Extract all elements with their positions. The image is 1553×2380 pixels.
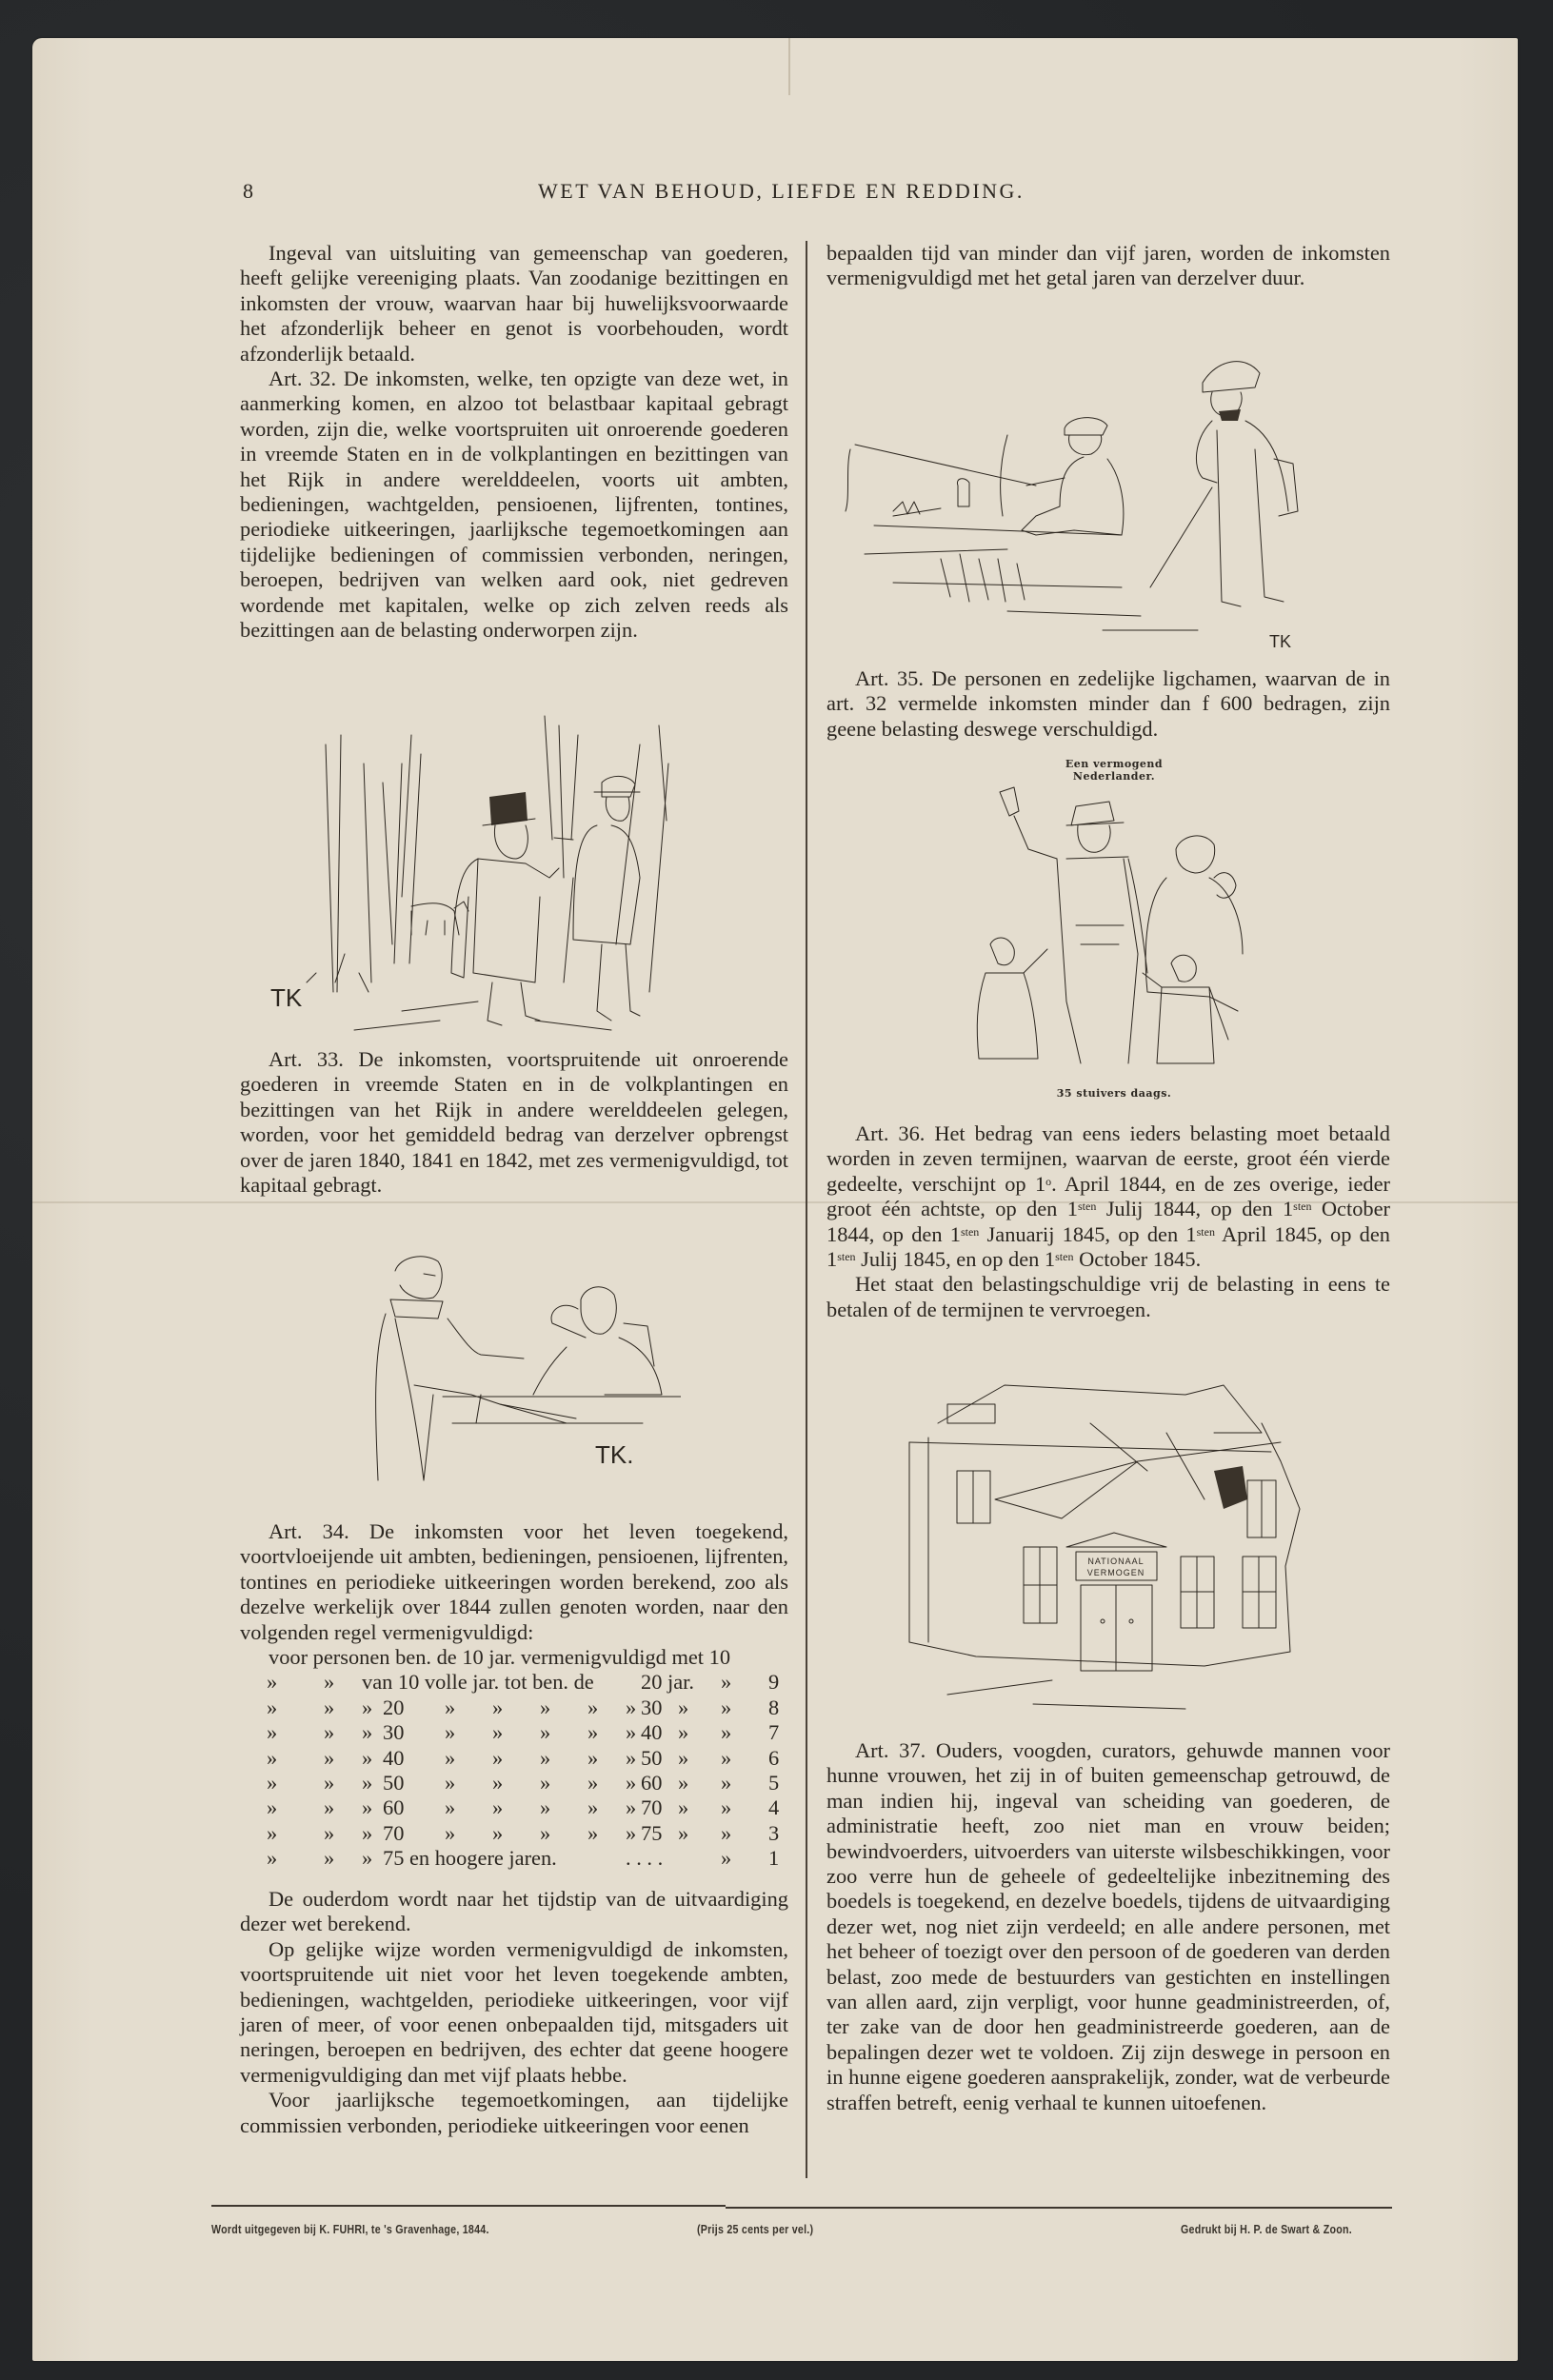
table-row-first: [240, 1645, 788, 1670]
running-title: WET VAN BEHOUD, LIEFDE EN REDDING.: [538, 179, 1025, 203]
column-divider: [806, 241, 807, 2178]
article-36: Art. 36. Het bedrag van eens ieders belasting moet betaald worden in zeven termijnen, waarvan de eerste, groot één vierde gedeelte, verschijnt op 1$^o$. April 1844, en de zes overige, ieder groot één achtste, op den $1^{sten}$ Julij 1844, op den $1^{sten}$ October 1844, op den $1^{sten}$ Januarij 1845, op den $1^{sten}$ April 1845, op den $1^{sten}$ Julij 1845, en op den $1^{sten}$ October 1845.: [826, 1121, 1391, 1272]
right-column-art37: [826, 1738, 1390, 2115]
illustration-signature-dot: TK.: [595, 1440, 634, 1469]
table-row: » » » 30 » » » » » 40 » » 7: [267, 1720, 780, 1745]
article-37: Art. 37. Ouders, voogden, curators, gehuwde mannen voor hunne vrouwen, het zij in of buiten gemeenschap getrouwd, de man indien hij, ingeval van scheiding van goederen, de administratie heeft, zoo niet man en vrouw beiden; bewindvoerders, uitvoerders van uiterste wilsbeschikkingen, voor zoo verre hun de geheele of gedeeltelijke inbezitneming des boedels is toegekend, en dezelve boedels, tijdens de uitvaardiging dezer wet, nog niet zijn verdeeld; en alle andere personen, met het beheer of toezigt over den persoon of de goederen van derden belast, zoo mede de bestuurders van gestichten en instellingen van allen aard, zijn verpligt, voor hunne geadministreerden, of, ter zake van de door hen geadministreerde goederen, aan de bepalingen dezer wet te voldoen. Zij zijn deswege in persoon en in hunne eigene goederen aansprakelijk, zonder, wat de verbeurde straffen betreft, eenig verhaal te kunnen uitoefenen.: [826, 1738, 1390, 2114]
footer-publisher: Wordt uitgegeven bij K. FUHRI, te 's Gravenhage, 1844.: [211, 2222, 489, 2236]
intro-paragraph: Ingeval van uitsluiting van gemeenschap van goederen, heeft gelijke vereeniging plaats. Van zoodanige bezittingen en inkomsten der vrouw, waarvan haar bij huwelijksvoorwaarde het afzonderlijk beheer en genot is voorbehouden, wordt afzonderlijk betaald.: [240, 241, 788, 366]
illustration-family: [971, 783, 1276, 1078]
table-row: » » van 10 volle jar. tot ben. de 20 jar. » 9: [267, 1670, 780, 1695]
footer-rule-left: [211, 2205, 726, 2207]
caption-wealthy-dutchman: Een vermogend Nederlander.: [1065, 758, 1164, 783]
article-33: Art. 33. De inkomsten, voortspruitende uit onroerende goederen in vreemde Staten en in de volkplantingen en bezittingen van het Rijk in andere werelddeelen gelegen, worden, voor het gemiddeld bedrag van derzelver opbrengst over de jaren 1840, 1841 en 1842, met zes vermenigvuldigd, tot kapitaal gebragt.: [240, 1047, 788, 1198]
caption-35-stuivers: 35 stuivers daags.: [1056, 1087, 1172, 1100]
footer-rule-right: [726, 2207, 1392, 2209]
annual-allowances-paragraph: Voor jaarlijksche tegemoetkomingen, aan tijdelijke commissien verbonden, periodieke uitkeeringen voor eenen: [240, 2088, 788, 2137]
multiplier-table: [240, 1645, 788, 1872]
left-column-top: [240, 241, 788, 644]
page-tear: [788, 38, 790, 95]
footer-price: (Prijs 25 cents per vel.): [697, 2222, 814, 2236]
illustration-signature: TK: [270, 983, 303, 1012]
similar-multiplication-paragraph: Op gelijke wijze worden vermenigvuldigd de inkomsten, voortspruitende uit niet voor het leven toegekende ambten, bedieningen, wachtgelden, periodieke uitkeeringen, voor vijf jaren of meer, of voor eenen onbepaalden tijd, mitsgaders uit neringen, beroepen en bedrijven, des echter dat geene hoogere vermenigvuldiging dan met vijf plaats hebbe.: [240, 1936, 788, 2087]
continuation-paragraph: bepaalden tijd van minder dan vijf jaren, worden de inkomsten vermenigvuldigd met het getal jaren van derzelver duur.: [826, 241, 1390, 290]
building-sign-line-2: VERMOGEN: [1086, 1568, 1145, 1577]
table-row: » » » 70 » » » » » 75 » » 3: [267, 1820, 780, 1845]
footer-printer: Gedrukt bij H. P. de Swart & Zoon.: [1181, 2222, 1352, 2236]
article-32: Art. 32. De inkomsten, welke, ten opzigte van deze wet, in aanmerking komen, en alzoo tot belastbaar kapitaal gebragt worden, zijn die, welke voortspruiten uit onroerende goederen in vreemde Staten en in de volkplantingen en bezittingen van het Rijk in andere werelddeelen, voorts uit ambten, bedieningen, wachtgelden, pensioenen, lijfrenten, tontines, periodieke uitkeeringen, jaarlijksche tegemoetkomingen aan tijdelijke bedieningen of commissien verbonden, neringen, beroepen, bedrijven van welken aard ook, niet gedreven wordende met kapitalen, welke op zich zelven reeds als bezittingen aan de belasting onderworpen zijn.: [240, 367, 788, 643]
illustration-fisherman: [836, 345, 1341, 654]
article-36-prepayment: Het staat den belastingschuldige vrij de belasting in eens te betalen of de termijnen te vervroegen.: [826, 1272, 1390, 1321]
table-row: » » » 20 » » » » » 30 » » 8: [267, 1695, 780, 1719]
left-column-mid: [240, 1047, 788, 1198]
illustration-ruined-building: [900, 1366, 1309, 1718]
page-number: 8: [243, 179, 253, 203]
table-row: » » » 40 » » » » » 50 » » 6: [267, 1745, 780, 1770]
table-row-last: » » » 75 en hoogere jaren. . . . . » 1: [267, 1846, 780, 1871]
building-sign-line-1: NATIONAAL: [1087, 1557, 1145, 1566]
table-row: » » » 60 » » » » » 70 » » 4: [267, 1795, 780, 1820]
page-header: [243, 179, 1424, 208]
table-row: » » » 50 » » » » » 60 » » 5: [267, 1770, 780, 1795]
right-column-art35: [826, 666, 1390, 742]
left-column-bottom: [240, 1887, 788, 2138]
illustration-woods-meeting: [249, 706, 760, 1047]
illustration-desk-conversation: [357, 1242, 681, 1499]
age-note: De ouderdom wordt naar het tijdstip van de uitvaardiging dezer wet berekend.: [240, 1887, 788, 1936]
illustration-signature-small: TK: [1269, 632, 1292, 651]
right-column-top: [826, 241, 1390, 291]
article-34: Art. 34. De inkomsten voor het leven toegekend, voortvloeijende uit ambten, bedieningen, pensioenen, lijfrenten, tontines en periodieke uitkeeringen worden berekend, zoo als dezelve werkelijk over 1844 zullen genoten worden, naar den volgenden regel vermenigvuldigd:: [240, 1519, 788, 1644]
left-column-art34: [240, 1519, 788, 1645]
article-35: Art. 35. De personen en zedelijke ligchamen, waarvan de in art. 32 vermelde inkomsten minder dan f 600 bedragen, zijn geene belasting deswege verschuldigd.: [826, 666, 1390, 741]
table-first-row-text: voor personen ben. de 10 jar. vermenigvuldigd met 10: [269, 1645, 731, 1669]
right-column-art36: [826, 1121, 1390, 1322]
